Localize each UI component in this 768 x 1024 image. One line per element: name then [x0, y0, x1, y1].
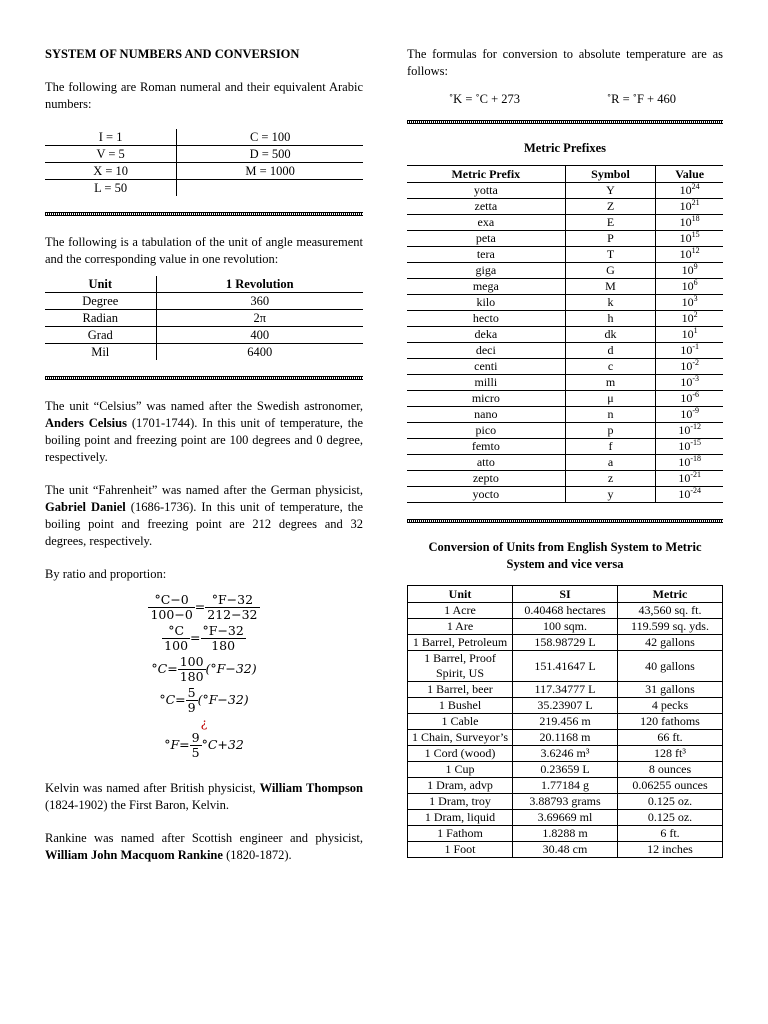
prefix-name: tera — [407, 247, 565, 263]
fahrenheit-name: Gabriel Daniel — [45, 500, 126, 514]
value-exponent: 6 — [693, 278, 698, 287]
section-divider — [407, 120, 723, 124]
table-row — [407, 487, 723, 503]
prefix-name: yocto — [407, 487, 565, 503]
table-cell: 2π — [253, 311, 267, 325]
prefix-name: micro — [407, 391, 565, 407]
table-row — [407, 279, 723, 295]
conversion-si: 35.23907 L — [513, 698, 618, 714]
table-row — [407, 391, 723, 407]
conversion-metric: 4 pecks — [618, 698, 723, 714]
table-row — [407, 215, 723, 231]
frac-den: 5 — [191, 745, 200, 760]
frac-den: 100−0 — [150, 607, 193, 622]
prefix-value — [656, 343, 723, 359]
conversion-si: 158.98729 L — [513, 635, 618, 651]
table-row — [407, 199, 723, 215]
conversion-si: 219.456 m — [513, 714, 618, 730]
table-row — [407, 231, 723, 247]
conversion-title: Conversion of Units from English System to Metric System and vice versa — [428, 540, 702, 571]
table-cell: X = 10 — [45, 163, 177, 180]
equation-3 — [45, 655, 363, 684]
conversion-header-si: SI — [513, 586, 618, 603]
section-divider — [45, 212, 363, 216]
conversion-si: 30.48 cm — [513, 842, 618, 858]
conversion-metric: 0.06255 ounces — [618, 778, 723, 794]
conversion-si: 100 sqm. — [513, 619, 618, 635]
conversion-metric: 120 fathoms — [618, 714, 723, 730]
prefix-header-symbol: Symbol — [565, 166, 656, 183]
prefix-symbol: Y — [565, 183, 656, 199]
frac-den: 180 — [211, 638, 236, 653]
equation-1 — [45, 593, 363, 622]
conversion-si: 3.6246 m³ — [513, 746, 618, 762]
table-row — [408, 794, 723, 810]
angle-table — [45, 276, 363, 360]
conversion-unit: 1 Cable — [408, 714, 513, 730]
prefix-value — [656, 455, 723, 471]
kelvin-text: (1824-1902) the First Baron, Kelvin. — [45, 798, 230, 812]
table-row — [407, 407, 723, 423]
prefix-symbol: M — [565, 279, 656, 295]
prefix-symbol: z — [565, 471, 656, 487]
prefix-title: Metric Prefixes — [523, 141, 606, 155]
prefix-name: zetta — [407, 199, 565, 215]
prefix-name: giga — [407, 263, 565, 279]
frac-num: °C — [162, 624, 190, 639]
value-base: 10 — [680, 359, 693, 373]
value-exponent: 9 — [693, 262, 698, 271]
table-row — [407, 263, 723, 279]
prefix-value — [656, 327, 723, 343]
value-exponent: 15 — [691, 230, 700, 239]
value-base: 10 — [679, 183, 692, 197]
eq-rhs: °C+32 — [201, 737, 244, 752]
table-row — [408, 714, 723, 730]
table-row — [407, 311, 723, 327]
conversion-si: 151.41647 L — [513, 651, 618, 682]
prefix-name: atto — [407, 455, 565, 471]
table-cell: M = 1000 — [245, 164, 295, 178]
prefix-header-name: Metric Prefix — [407, 166, 565, 183]
value-base: 10 — [678, 423, 691, 437]
table-row — [408, 778, 723, 794]
conversion-si: 0.40468 hectares — [513, 603, 618, 619]
conversion-metric: 66 ft. — [618, 730, 723, 746]
prefix-value — [656, 215, 723, 231]
frac-num: °C−0 — [148, 593, 194, 608]
table-row — [408, 762, 723, 778]
prefix-name: peta — [407, 231, 565, 247]
conversion-unit: 1 Foot — [408, 842, 513, 858]
value-exponent: 24 — [691, 182, 700, 191]
value-exponent: -9 — [692, 406, 699, 415]
table-row — [408, 635, 723, 651]
value-exponent: -15 — [690, 438, 701, 447]
prefix-value — [656, 487, 723, 503]
prefix-value — [656, 311, 723, 327]
value-exponent: 2 — [693, 310, 698, 319]
conversion-unit: 1 Dram, troy — [408, 794, 513, 810]
prefix-name: centi — [407, 359, 565, 375]
roman-table — [45, 129, 363, 196]
prefix-symbol: μ — [565, 391, 656, 407]
conversion-unit: 1 Dram, liquid — [408, 810, 513, 826]
conversion-metric: 8 ounces — [618, 762, 723, 778]
table-row — [407, 439, 723, 455]
absolute-formulas — [407, 92, 723, 110]
value-exponent: 12 — [691, 246, 700, 255]
conversion-unit: 1 Bushel — [408, 698, 513, 714]
conversion-metric: 119.599 sq. yds. — [618, 619, 723, 635]
table-row — [407, 183, 723, 199]
value-base: 10 — [679, 247, 692, 261]
conversion-unit: 1 Dram, advp — [408, 778, 513, 794]
prefix-symbol: dk — [565, 327, 656, 343]
celsius-text: (1701-1744). In this unit of temperature, the boiling point and freezing point are 100 degrees and 0 degree, respectively. — [45, 416, 363, 464]
value-base: 10 — [678, 439, 691, 453]
fahrenheit-text: (1686-1736). In this unit of temperature, the boiling point and freezing point are 212 degrees and 32 degrees, respectively. — [45, 500, 364, 548]
value-exponent: -2 — [692, 358, 699, 367]
prefix-symbol: y — [565, 487, 656, 503]
table-row — [408, 842, 723, 858]
value-base: 10 — [680, 407, 693, 421]
conversion-si: 1.8288 m — [513, 826, 618, 842]
prefix-value — [656, 391, 723, 407]
page-title: SYSTEM OF NUMBERS AND CONVERSION — [45, 47, 300, 61]
conversion-metric: 128 ft³ — [618, 746, 723, 762]
rankine-name: William John Macquom Rankine — [45, 848, 223, 862]
prefix-value — [656, 439, 723, 455]
conversion-si: 1.77184 g — [513, 778, 618, 794]
prefix-symbol: m — [565, 375, 656, 391]
frac-num: 100 — [179, 654, 204, 669]
kelvin-paragraph — [45, 780, 363, 814]
celsius-text: The unit “Celsius” was named after the Swedish astronomer, — [45, 399, 363, 413]
equation-2 — [45, 624, 363, 653]
eq-lhs: °C= — [159, 692, 186, 707]
prefix-name: pico — [407, 423, 565, 439]
value-exponent: -3 — [692, 374, 699, 383]
table-row — [45, 293, 363, 310]
ratio-text: By ratio and proportion: — [45, 567, 167, 581]
table-row — [407, 295, 723, 311]
prefix-name: deci — [407, 343, 565, 359]
table-row — [45, 180, 363, 197]
frac-num: °F−32 — [202, 623, 244, 638]
prefix-name: exa — [407, 215, 565, 231]
prefix-symbol: a — [565, 455, 656, 471]
value-exponent: -21 — [690, 470, 701, 479]
table-row — [45, 310, 363, 327]
rankine-paragraph — [45, 830, 363, 864]
prefix-symbol: P — [565, 231, 656, 247]
value-base: 10 — [681, 295, 694, 309]
value-exponent: -18 — [690, 454, 701, 463]
kelvin-name: William Thompson — [259, 781, 364, 795]
angle-header-revolution: 1 Revolution — [225, 277, 294, 291]
table-row — [408, 682, 723, 698]
prefix-value — [656, 295, 723, 311]
prefix-symbol: n — [565, 407, 656, 423]
value-base: 10 — [681, 279, 694, 293]
prefix-value — [656, 183, 723, 199]
value-base: 10 — [678, 487, 691, 501]
table-row — [45, 344, 363, 361]
prefix-symbol: d — [565, 343, 656, 359]
value-exponent: -24 — [690, 486, 701, 495]
conversion-unit: 1 Chain, Surveyor’s — [408, 730, 513, 746]
value-exponent: 21 — [691, 198, 700, 207]
table-row — [45, 146, 363, 163]
prefix-value — [656, 471, 723, 487]
table-cell: L = 50 — [45, 180, 177, 197]
prefix-name: kilo — [407, 295, 565, 311]
conversion-metric: 43,560 sq. ft. — [618, 603, 723, 619]
equations — [45, 593, 363, 760]
value-exponent: -12 — [690, 422, 701, 431]
value-base: 10 — [680, 375, 693, 389]
frac-num: 5 — [187, 685, 196, 700]
prefix-symbol: c — [565, 359, 656, 375]
value-exponent: 3 — [693, 294, 698, 303]
table-cell: I = 1 — [45, 129, 177, 146]
angle-header-unit: Unit — [45, 276, 156, 293]
prefix-name: hecto — [407, 311, 565, 327]
value-exponent: 18 — [691, 214, 700, 223]
value-base: 10 — [681, 311, 694, 325]
equals-sign: = — [194, 599, 206, 614]
value-base: 10 — [680, 391, 693, 405]
table-row — [407, 375, 723, 391]
table-cell: 400 — [250, 328, 270, 342]
conversion-unit: 1 Barrel, Proof Spirit, US — [408, 651, 513, 682]
prefix-name: yotta — [407, 183, 565, 199]
rankine-text: Rankine was named after Scottish engineer and physicist, — [45, 831, 363, 845]
equation-4 — [45, 686, 363, 715]
value-exponent: -1 — [692, 342, 699, 351]
value-base: 10 — [679, 199, 692, 213]
prefix-name: deka — [407, 327, 565, 343]
conversion-unit: 1 Barrel, Petroleum — [408, 635, 513, 651]
prefix-symbol: h — [565, 311, 656, 327]
conversion-unit: 1 Fathom — [408, 826, 513, 842]
prefix-value — [656, 199, 723, 215]
table-cell — [177, 180, 363, 197]
kelvin-text: Kelvin was named after British physicist, — [45, 781, 256, 795]
value-base: 10 — [679, 231, 692, 245]
table-row — [407, 471, 723, 487]
celsius-paragraph — [45, 398, 363, 466]
table-cell: Grad — [45, 327, 156, 344]
prefix-symbol: T — [565, 247, 656, 263]
prefix-symbol: G — [565, 263, 656, 279]
prefix-symbol: f — [565, 439, 656, 455]
value-base: 10 — [678, 471, 691, 485]
formula-rankine: ˚R = ˚F + 460 — [607, 92, 676, 106]
table-row — [407, 327, 723, 343]
table-row — [408, 651, 723, 682]
section-divider — [45, 376, 363, 380]
conversion-table — [407, 585, 723, 858]
right-column — [407, 0, 723, 858]
eq-rhs: (°F−32) — [205, 661, 257, 676]
prefix-table — [407, 165, 723, 503]
table-cell: 6400 — [247, 345, 273, 359]
absolute-intro: The formulas for conversion to absolute temperature are as follows: — [407, 47, 723, 78]
table-row — [45, 327, 363, 344]
table-cell: Degree — [45, 293, 156, 310]
equals-sign: = — [190, 630, 201, 645]
frac-num: °F−32 — [205, 593, 259, 608]
table-row — [408, 698, 723, 714]
prefix-name: mega — [407, 279, 565, 295]
table-row — [408, 746, 723, 762]
prefix-value — [656, 375, 723, 391]
prefix-name: milli — [407, 375, 565, 391]
conversion-metric: 6 ft. — [618, 826, 723, 842]
eq-rhs: (°F−32) — [197, 692, 249, 707]
prefix-name: nano — [407, 407, 565, 423]
prefix-symbol: k — [565, 295, 656, 311]
conversion-metric: 40 gallons — [618, 651, 723, 682]
table-row — [408, 810, 723, 826]
table-cell: 360 — [250, 294, 270, 308]
table-cell: D = 500 — [249, 147, 291, 161]
table-row — [407, 343, 723, 359]
conversion-si: 20.1168 m — [513, 730, 618, 746]
section-divider — [407, 519, 723, 523]
conversion-metric: 0.125 oz. — [618, 794, 723, 810]
table-cell: Mil — [45, 344, 156, 361]
conversion-metric: 12 inches — [618, 842, 723, 858]
conversion-si: 3.88793 grams — [513, 794, 618, 810]
frac-num: 9 — [191, 730, 200, 745]
table-cell: Radian — [45, 310, 156, 327]
conversion-unit: 1 Are — [408, 619, 513, 635]
prefix-symbol: p — [565, 423, 656, 439]
eq-lhs: °F= — [164, 737, 190, 752]
celsius-name: Anders Celsius — [45, 416, 127, 430]
equation-5 — [45, 731, 363, 760]
frac-den: 100 — [164, 638, 189, 653]
prefix-header-value: Value — [656, 166, 723, 183]
conversion-header-metric: Metric — [618, 586, 723, 603]
conversion-metric: 31 gallons — [618, 682, 723, 698]
table-row — [45, 129, 363, 146]
prefix-name: zepto — [407, 471, 565, 487]
value-exponent: 1 — [693, 326, 698, 335]
fahrenheit-text: The unit “Fahrenheit” was named after the German physicist, — [45, 483, 363, 497]
fahrenheit-paragraph — [45, 482, 363, 550]
value-base: 10 — [679, 215, 692, 229]
left-column — [45, 0, 363, 864]
conversion-metric: 42 gallons — [618, 635, 723, 651]
frac-den: 212−32 — [207, 607, 258, 622]
formula-kelvin: ˚K = ˚C + 273 — [449, 92, 521, 106]
value-base: 10 — [678, 455, 691, 469]
value-base: 10 — [681, 327, 694, 341]
prefix-value — [656, 279, 723, 295]
frac-den: 9 — [187, 700, 196, 715]
table-row — [407, 455, 723, 471]
conversion-unit: 1 Cord (wood) — [408, 746, 513, 762]
table-cell: C = 100 — [249, 130, 291, 144]
value-base: 10 — [680, 343, 693, 357]
conversion-unit: 1 Barrel, beer — [408, 682, 513, 698]
prefix-value — [656, 423, 723, 439]
table-row — [407, 247, 723, 263]
prefix-value — [656, 247, 723, 263]
angle-intro: The following is a tabulation of the unit of angle measurement and the corresponding value in one revolution: — [45, 235, 363, 266]
table-row — [408, 603, 723, 619]
conversion-si: 0.23659 L — [513, 762, 618, 778]
prefix-symbol: E — [565, 215, 656, 231]
table-row — [407, 423, 723, 439]
frac-den: 180 — [179, 669, 204, 684]
prefix-symbol: Z — [565, 199, 656, 215]
eq-lhs: °C= — [151, 661, 178, 676]
conversion-si: 117.34777 L — [513, 682, 618, 698]
value-exponent: -6 — [692, 390, 699, 399]
conversion-header-unit: Unit — [408, 586, 513, 603]
prefix-value — [656, 263, 723, 279]
table-row — [408, 619, 723, 635]
conversion-metric: 0.125 oz. — [618, 810, 723, 826]
conversion-unit: 1 Acre — [408, 603, 513, 619]
table-row — [408, 730, 723, 746]
prefix-value — [656, 231, 723, 247]
table-row — [407, 359, 723, 375]
prefix-value — [656, 359, 723, 375]
roman-intro: The following are Roman numeral and their equivalent Arabic numbers: — [45, 80, 363, 111]
prefix-value — [656, 407, 723, 423]
table-cell: V = 5 — [45, 146, 177, 163]
render-glyph: ¿ — [200, 715, 208, 730]
rankine-text: (1820-1872). — [226, 848, 292, 862]
conversion-unit: 1 Cup — [408, 762, 513, 778]
table-row — [45, 163, 363, 180]
prefix-name: femto — [407, 439, 565, 455]
table-row — [408, 826, 723, 842]
value-base: 10 — [681, 263, 694, 277]
conversion-si: 3.69669 ml — [513, 810, 618, 826]
